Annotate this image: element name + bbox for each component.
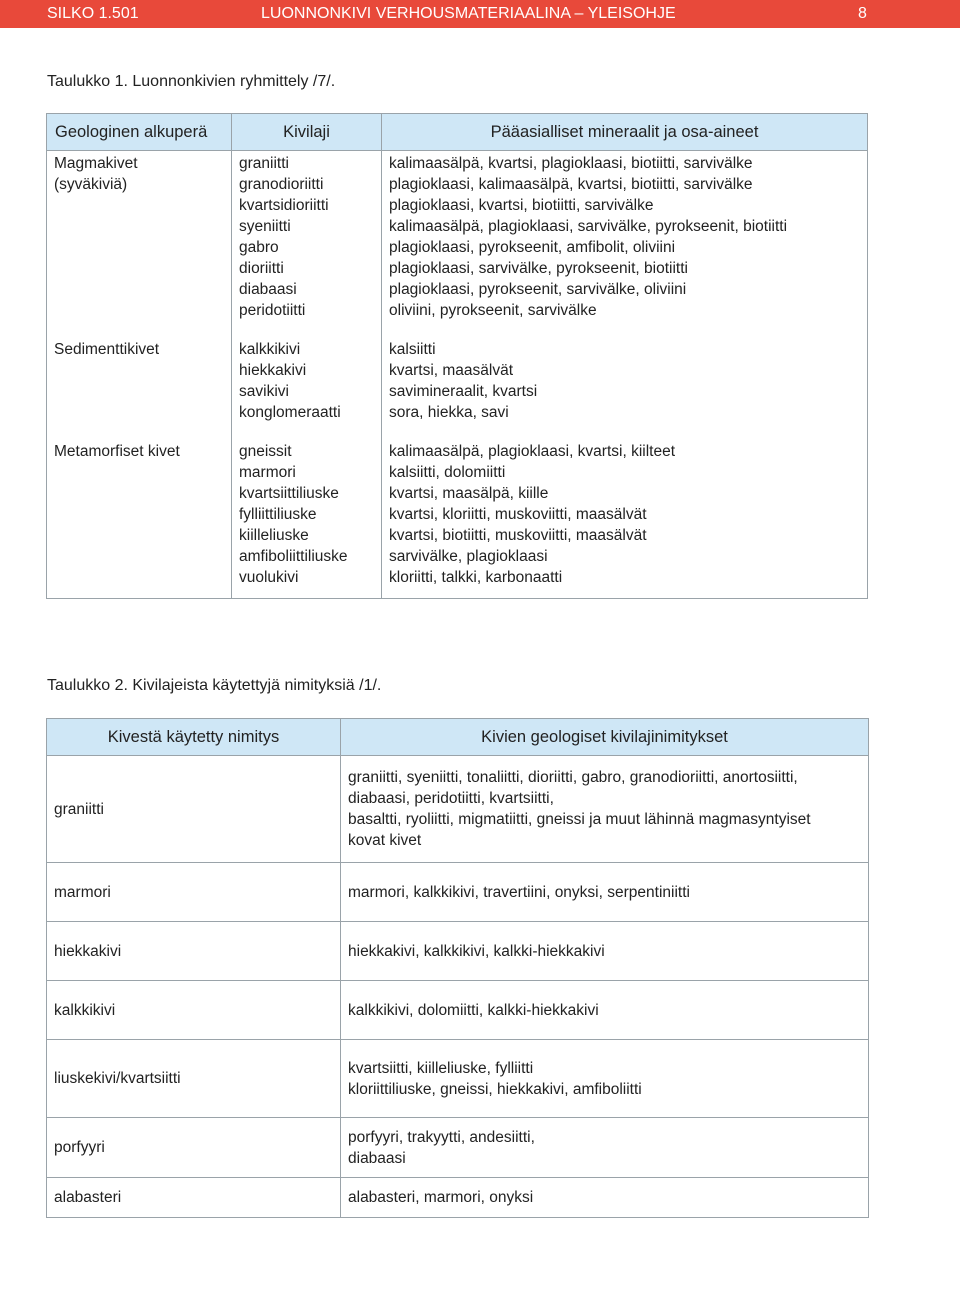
used-name-cell: marmori [47, 863, 341, 922]
geo-name-line: diabaasi, peridotiitti, kvartsiitti, [348, 790, 554, 807]
origin-cell [47, 151, 232, 336]
geo-name-line: kalkkikivi, dolomiitti, kalkki-hiekkakivi [348, 1001, 599, 1019]
rock-name: graniitti [239, 155, 289, 172]
header-used-name: Kivestä käytetty nimitys [47, 719, 341, 756]
used-name-cell: alabasteri [47, 1178, 341, 1218]
minerals-cell [382, 437, 868, 599]
rock-name: diabaasi [239, 281, 297, 298]
mineral-list: kalimaasälpä, kvartsi, plagioklaasi, biotiitti, sarvivälke [389, 155, 753, 172]
geological-names-cell [341, 1178, 869, 1218]
geo-name-line: basaltti, ryoliitti, migmatiitti, gneissi ja muut lähinnä magmasyntyiset [348, 811, 811, 828]
header-origin: Geologinen alkuperä [47, 114, 232, 151]
used-name-cell: porfyyri [47, 1118, 341, 1178]
mineral-list: plagioklaasi, kalimaasälpä, kvartsi, biotiitti, sarvivälke [389, 176, 753, 193]
header-minerals: Pääasialliset mineraalit ja osa-aineet [382, 114, 868, 151]
rock-name: peridotiitti [239, 302, 306, 319]
mineral-list: plagioklaasi, pyrokseenit, sarvivälke, oliviini [389, 281, 687, 298]
table-header-row [47, 114, 868, 151]
rock-naming-table [46, 718, 869, 1218]
geo-name-line: hiekkakivi, kalkkikivi, kalkki-hiekkakivi [348, 942, 605, 960]
table1-caption: Taulukko 1. Luonnonkivien ryhmittely /7/. [47, 73, 336, 90]
geo-name-line: diabaasi [348, 1149, 406, 1167]
rock-name: gabro [239, 239, 279, 256]
mineral-list: plagioklaasi, pyrokseenit, amfibolit, oliviini [389, 239, 676, 256]
geo-name-line: kvartsiitti, kiilleliuske, fylliitti [348, 1059, 534, 1077]
document-title: LUONNONKIVI VERHOUSMATERIAALINA – YLEISOHJE [261, 5, 676, 22]
geological-names-cell [341, 922, 869, 981]
rock-name: kvartsiittiliuske [239, 485, 339, 502]
used-name-cell: hiekkakivi [47, 922, 341, 981]
table-header-row [47, 719, 869, 756]
table2-caption: Taulukko 2. Kivilajeista käytettyjä nimityksiä /1/. [47, 677, 382, 694]
rock-grouping-table [46, 113, 868, 599]
geological-names-cell [341, 1118, 869, 1178]
rock-name: kalkkikivi [239, 341, 301, 358]
mineral-list: plagioklaasi, sarvivälke, pyrokseenit, biotiitti [389, 260, 688, 277]
mineral-list: kalsiitti [389, 341, 436, 358]
rock-name: konglomeraatti [239, 404, 341, 421]
geo-name-line: kovat kivet [348, 832, 422, 849]
mineral-list: kvartsi, kloriitti, muskoviitti, maasälvät [389, 506, 647, 523]
mineral-list: oliviini, pyrokseenit, sarvivälke [389, 302, 597, 319]
rock-name: hiekkakivi [239, 362, 307, 379]
header-rock-type: Kivilaji [232, 114, 382, 151]
used-name-cell: liuskekivi/kvartsiitti [47, 1040, 341, 1118]
rock-name: kvartsidioriitti [239, 197, 329, 214]
table-row [47, 1178, 869, 1218]
rock-name: savikivi [239, 383, 289, 400]
origin-text: (syväkiviä) [54, 176, 128, 193]
page-header-bar [0, 0, 960, 28]
mineral-list: kloriitti, talkki, karbonaatti [389, 569, 563, 586]
rocks-cell [232, 335, 382, 437]
rocks-cell [232, 437, 382, 599]
geological-names-cell [341, 1040, 869, 1118]
rock-name: amfiboliittiliuske [239, 548, 348, 565]
table-row [47, 863, 869, 922]
rock-name: marmori [239, 464, 296, 481]
geological-names-cell [341, 981, 869, 1040]
geo-name-line: alabasteri, marmori, onyksi [348, 1189, 534, 1206]
origin-text: Sedimenttikivet [54, 341, 160, 358]
page-label: SILKO 1.501 [47, 5, 139, 22]
rock-name: vuolukivi [239, 569, 299, 586]
used-name-cell: graniitti [47, 756, 341, 863]
mineral-list: kvartsi, maasälpä, kiille [389, 485, 549, 502]
mineral-list: kvartsi, biotiitti, muskoviitti, maasälvät [389, 527, 647, 544]
origin-text: Magmakivet [54, 155, 138, 172]
origin-cell [47, 335, 232, 437]
rock-name: dioriitti [239, 260, 284, 277]
mineral-list: plagioklaasi, kvartsi, biotiitti, sarvivälke [389, 197, 654, 214]
rock-name: fylliittiliuske [239, 506, 317, 523]
used-name-cell: kalkkikivi [47, 981, 341, 1040]
table-row [47, 1118, 869, 1178]
geo-name-line: kloriittiliuske, gneissi, hiekkakivi, amfiboliitti [348, 1080, 642, 1098]
mineral-list: savimineraalit, kvartsi [389, 383, 538, 400]
table-row [47, 1040, 869, 1118]
table-row-metamorphic [47, 437, 868, 599]
rocks-cell [232, 151, 382, 336]
table-row [47, 922, 869, 981]
geo-name-line: porfyyri, trakyytti, andesiitti, [348, 1128, 535, 1146]
mineral-list: sora, hiekka, savi [389, 404, 509, 421]
rock-name: kiilleliuske [239, 527, 309, 544]
table-row [47, 756, 869, 863]
minerals-cell [382, 335, 868, 437]
geo-name-line: marmori, kalkkikivi, travertiini, onyksi, serpentiniitti [348, 883, 690, 901]
mineral-list: sarvivälke, plagioklaasi [389, 548, 548, 565]
page-number: 8 [858, 5, 867, 22]
geological-names-cell [341, 863, 869, 922]
mineral-list: kalsiitti, dolomiitti [389, 464, 506, 481]
mineral-list: kalimaasälpä, plagioklaasi, sarvivälke, pyrokseenit, biotiitti [389, 218, 788, 235]
mineral-list: kvartsi, maasälvät [389, 362, 514, 379]
minerals-cell [382, 151, 868, 336]
mineral-list: kalimaasälpä, plagioklaasi, kvartsi, kiilteet [389, 443, 676, 460]
table-row-sedimentary [47, 335, 868, 437]
header-geological-names: Kivien geologiset kivilajinimitykset [341, 719, 869, 756]
rock-name: granodioriitti [239, 176, 324, 193]
origin-cell [47, 437, 232, 599]
rock-name: gneissit [239, 443, 292, 460]
origin-text: Metamorfiset kivet [54, 443, 180, 460]
geo-name-line: graniitti, syeniitti, tonaliitti, dioriitti, gabro, granodioriitti, anortosiitti, [348, 769, 798, 786]
rock-name: syeniitti [239, 218, 291, 235]
table-row [47, 981, 869, 1040]
geological-names-cell [341, 756, 869, 863]
table-row-igneous [47, 151, 868, 336]
